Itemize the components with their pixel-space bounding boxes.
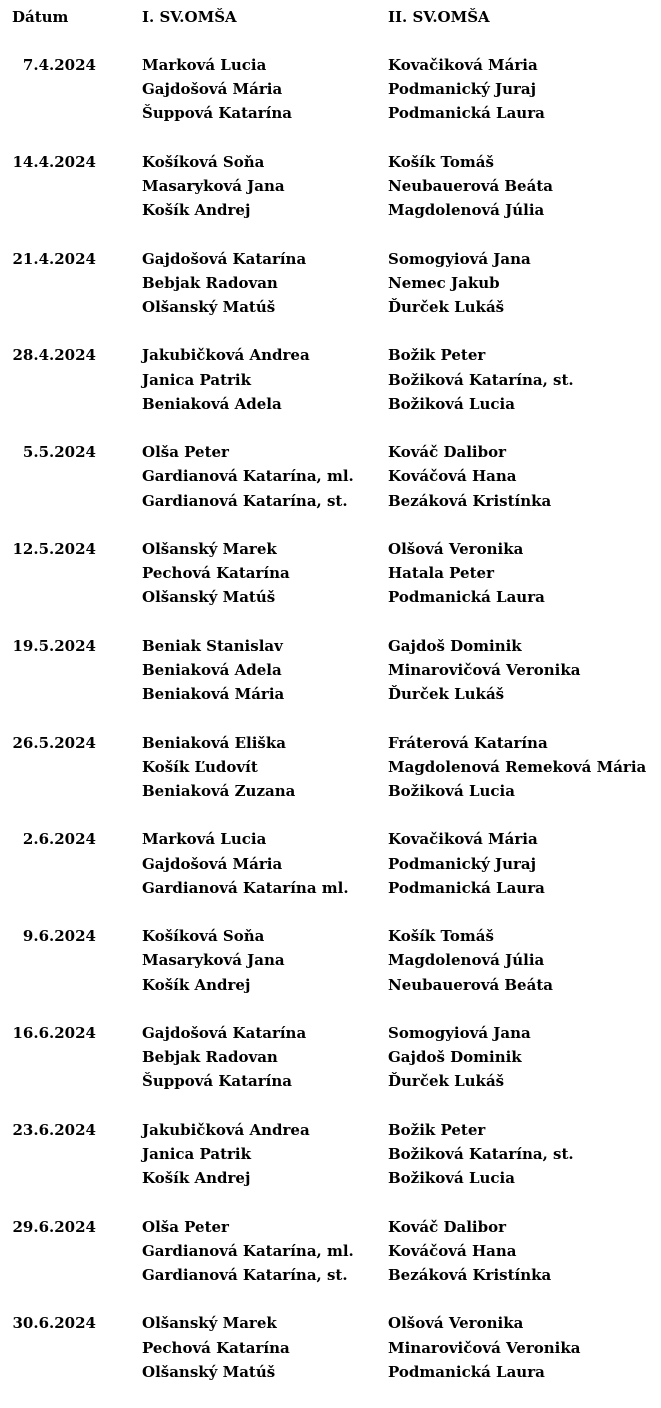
reader-name: Košíková Soňa [142,927,265,946]
schedule-entry [0,343,661,440]
reader-name: Pechová Katarína [142,564,290,583]
entry-date: 29.6.2024 [12,1217,96,1236]
reader-name: Kováčová Hana [388,467,517,486]
reader-name: Gajdošová Katarína [142,249,307,268]
schedule-entry [0,53,661,150]
second-mass-readers [388,1118,574,1191]
reader-name: Košík Tomáš [388,927,494,946]
reader-name: Fráterová Katarína [388,733,548,752]
reader-name: Beniak Stanislav [142,636,283,655]
second-mass-readers [388,1311,580,1384]
first-mass-readers [142,343,310,416]
reader-name: Jakubičková Andrea [142,1120,310,1139]
schedule-entry [0,537,661,634]
entry-date: 5.5.2024 [22,443,96,462]
schedule-list [0,53,661,1408]
reader-name: Božik Peter [388,346,486,365]
reader-name: Bezáková Kristínka [388,1265,552,1284]
reader-name: Košík Andrej [142,975,251,994]
reader-name: Olšanský Matúš [142,588,276,607]
reader-name: Ďurček Lukáš [388,685,505,704]
entry-date: 28.4.2024 [12,346,96,365]
reader-name: Olša Peter [142,443,229,462]
reader-name: Masaryková Jana [142,176,285,195]
reader-name: Podmanická Laura [388,588,545,607]
reader-name: Magdolenová Remeková Mária [388,757,647,776]
entry-date: 12.5.2024 [12,539,96,558]
reader-name: Jakubičková Andrea [142,346,310,365]
reader-name: Minarovičová Veronika [388,660,581,679]
reader-name: Božik Peter [388,1120,486,1139]
reader-name: Beniaková Eliška [142,733,286,752]
reader-name: Košíková Soňa [142,152,265,171]
reader-name: Marková Lucia [142,56,267,74]
reader-name: Nemec Jakub [388,273,500,292]
entry-date: 19.5.2024 [12,636,96,655]
second-mass-readers [388,150,553,223]
reader-name: Gardianová Katarína, ml. [142,1241,354,1260]
entry-date: 2.6.2024 [22,830,96,849]
first-mass-readers [142,731,295,804]
reader-name: Olšanský Marek [142,1314,277,1333]
schedule-entry [0,1311,661,1408]
schedule-entry [0,827,661,924]
schedule-entry [0,731,661,828]
reader-name: Božiková Lucia [388,1169,515,1188]
first-mass-readers [142,1311,290,1384]
reader-name: Neubauerová Beáta [388,975,553,994]
first-mass-readers [142,1118,310,1191]
reader-name: Šuppová Katarína [142,1072,293,1091]
reader-name: Košík Tomáš [388,152,494,171]
reader-name: Gardianová Katarína ml. [142,878,349,897]
reader-name: Pechová Katarína [142,1338,290,1357]
reader-name: Beniaková Zuzana [142,781,296,800]
reader-name: Gajdošová Mária [142,80,283,99]
schedule-entry [0,924,661,1021]
reader-name: Gardianová Katarína, ml. [142,467,354,486]
first-mass-readers [142,53,292,126]
first-mass-readers [142,1215,354,1288]
entry-date: 23.6.2024 [12,1120,96,1139]
reader-name: Božiková Lucia [388,394,515,413]
reader-name: Beniaková Mária [142,685,285,704]
entry-date: 30.6.2024 [12,1314,96,1333]
reader-name: Gajdošová Mária [142,854,283,873]
reader-name: Gajdoš Dominik [388,1048,522,1067]
reader-name: Neubauerová Beáta [388,176,553,195]
reader-name: Marková Lucia [142,830,267,849]
reader-name: Gardianová Katarína, st. [142,1265,348,1284]
second-mass-readers [388,1215,551,1288]
schedule-entry [0,634,661,731]
reader-name: Košík Andrej [142,201,251,220]
reader-name: Božiková Katarína, st. [388,370,574,389]
second-mass-readers [388,634,580,707]
reader-name: Janica Patrik [142,1144,252,1163]
reader-name: Olšanský Matúš [142,297,276,316]
reader-name: Bebjak Radovan [142,273,278,292]
first-mass-readers [142,634,284,707]
entry-date: 9.6.2024 [22,927,96,946]
reader-name: Somogyiová Jana [388,249,531,268]
second-mass-readers [388,247,531,320]
schedule-entry [0,440,661,537]
reader-name: Božiková Lucia [388,781,515,800]
reader-name: Olšová Veronika [388,539,524,558]
second-mass-readers [388,924,553,997]
reader-name: Masaryková Jana [142,951,285,970]
reader-name: Šuppová Katarína [142,104,293,123]
reader-name: Podmanický Juraj [388,854,537,873]
first-mass-readers [142,924,285,997]
schedule-entry [0,150,661,247]
reader-name: Janica Patrik [142,370,252,389]
header-date: Dátum [12,8,69,26]
reader-name: Božiková Katarína, st. [388,1144,574,1163]
reader-name: Minarovičová Veronika [388,1338,581,1357]
second-mass-readers [388,827,545,900]
reader-name: Bebjak Radovan [142,1048,278,1067]
reader-name: Kovačiková Mária [388,56,538,74]
entry-date: 26.5.2024 [12,733,96,752]
entry-date: 16.6.2024 [12,1023,96,1042]
reader-name: Podmanická Laura [388,1362,545,1381]
first-mass-readers [142,150,285,223]
reader-name: Beniaková Adela [142,394,282,413]
reader-name: Olšanský Marek [142,539,277,558]
reader-name: Kováč Dalibor [388,443,507,462]
first-mass-readers [142,537,290,610]
reader-name: Kováč Dalibor [388,1217,507,1236]
header-first-mass: I. SV.OMŠA [142,8,237,26]
reader-name: Olšová Veronika [388,1314,524,1333]
reader-name: Bezáková Kristínka [388,491,552,510]
reader-name: Gajdošová Katarína [142,1023,307,1042]
reader-name: Podmanický Juraj [388,80,537,99]
second-mass-readers [388,343,574,416]
entry-date: 7.4.2024 [22,56,96,74]
reader-name: Gajdoš Dominik [388,636,522,655]
reader-name: Olša Peter [142,1217,229,1236]
reader-name: Košík Andrej [142,1169,251,1188]
entry-date: 21.4.2024 [12,249,96,268]
header-second-mass: II. SV.OMŠA [388,8,490,26]
schedule-entry [0,1215,661,1312]
reader-name: Magdolenová Júlia [388,201,545,220]
reader-name: Ďurček Lukáš [388,297,505,316]
first-mass-readers [142,247,306,320]
second-mass-readers [388,537,545,610]
entry-date: 14.4.2024 [12,152,96,171]
reader-name: Somogyiová Jana [388,1023,531,1042]
reader-name: Košík Ľudovít [142,757,258,776]
reader-name: Gardianová Katarína, st. [142,491,348,510]
first-mass-readers [142,440,354,513]
schedule-entry [0,247,661,344]
second-mass-readers [388,1021,531,1094]
schedule-entry [0,1118,661,1215]
first-mass-readers [142,1021,306,1094]
schedule-entry [0,1021,661,1118]
second-mass-readers [388,731,646,804]
reader-name: Podmanická Laura [388,104,545,123]
reader-name: Kováčová Hana [388,1241,517,1260]
reader-name: Ďurček Lukáš [388,1072,505,1091]
reader-name: Magdolenová Júlia [388,951,545,970]
reader-name: Olšanský Matúš [142,1362,276,1381]
reader-name: Beniaková Adela [142,660,282,679]
second-mass-readers [388,440,551,513]
reader-name: Kovačiková Mária [388,830,538,849]
reader-name: Podmanická Laura [388,878,545,897]
second-mass-readers [388,53,545,126]
reader-name: Hatala Peter [388,564,494,583]
first-mass-readers [142,827,349,900]
